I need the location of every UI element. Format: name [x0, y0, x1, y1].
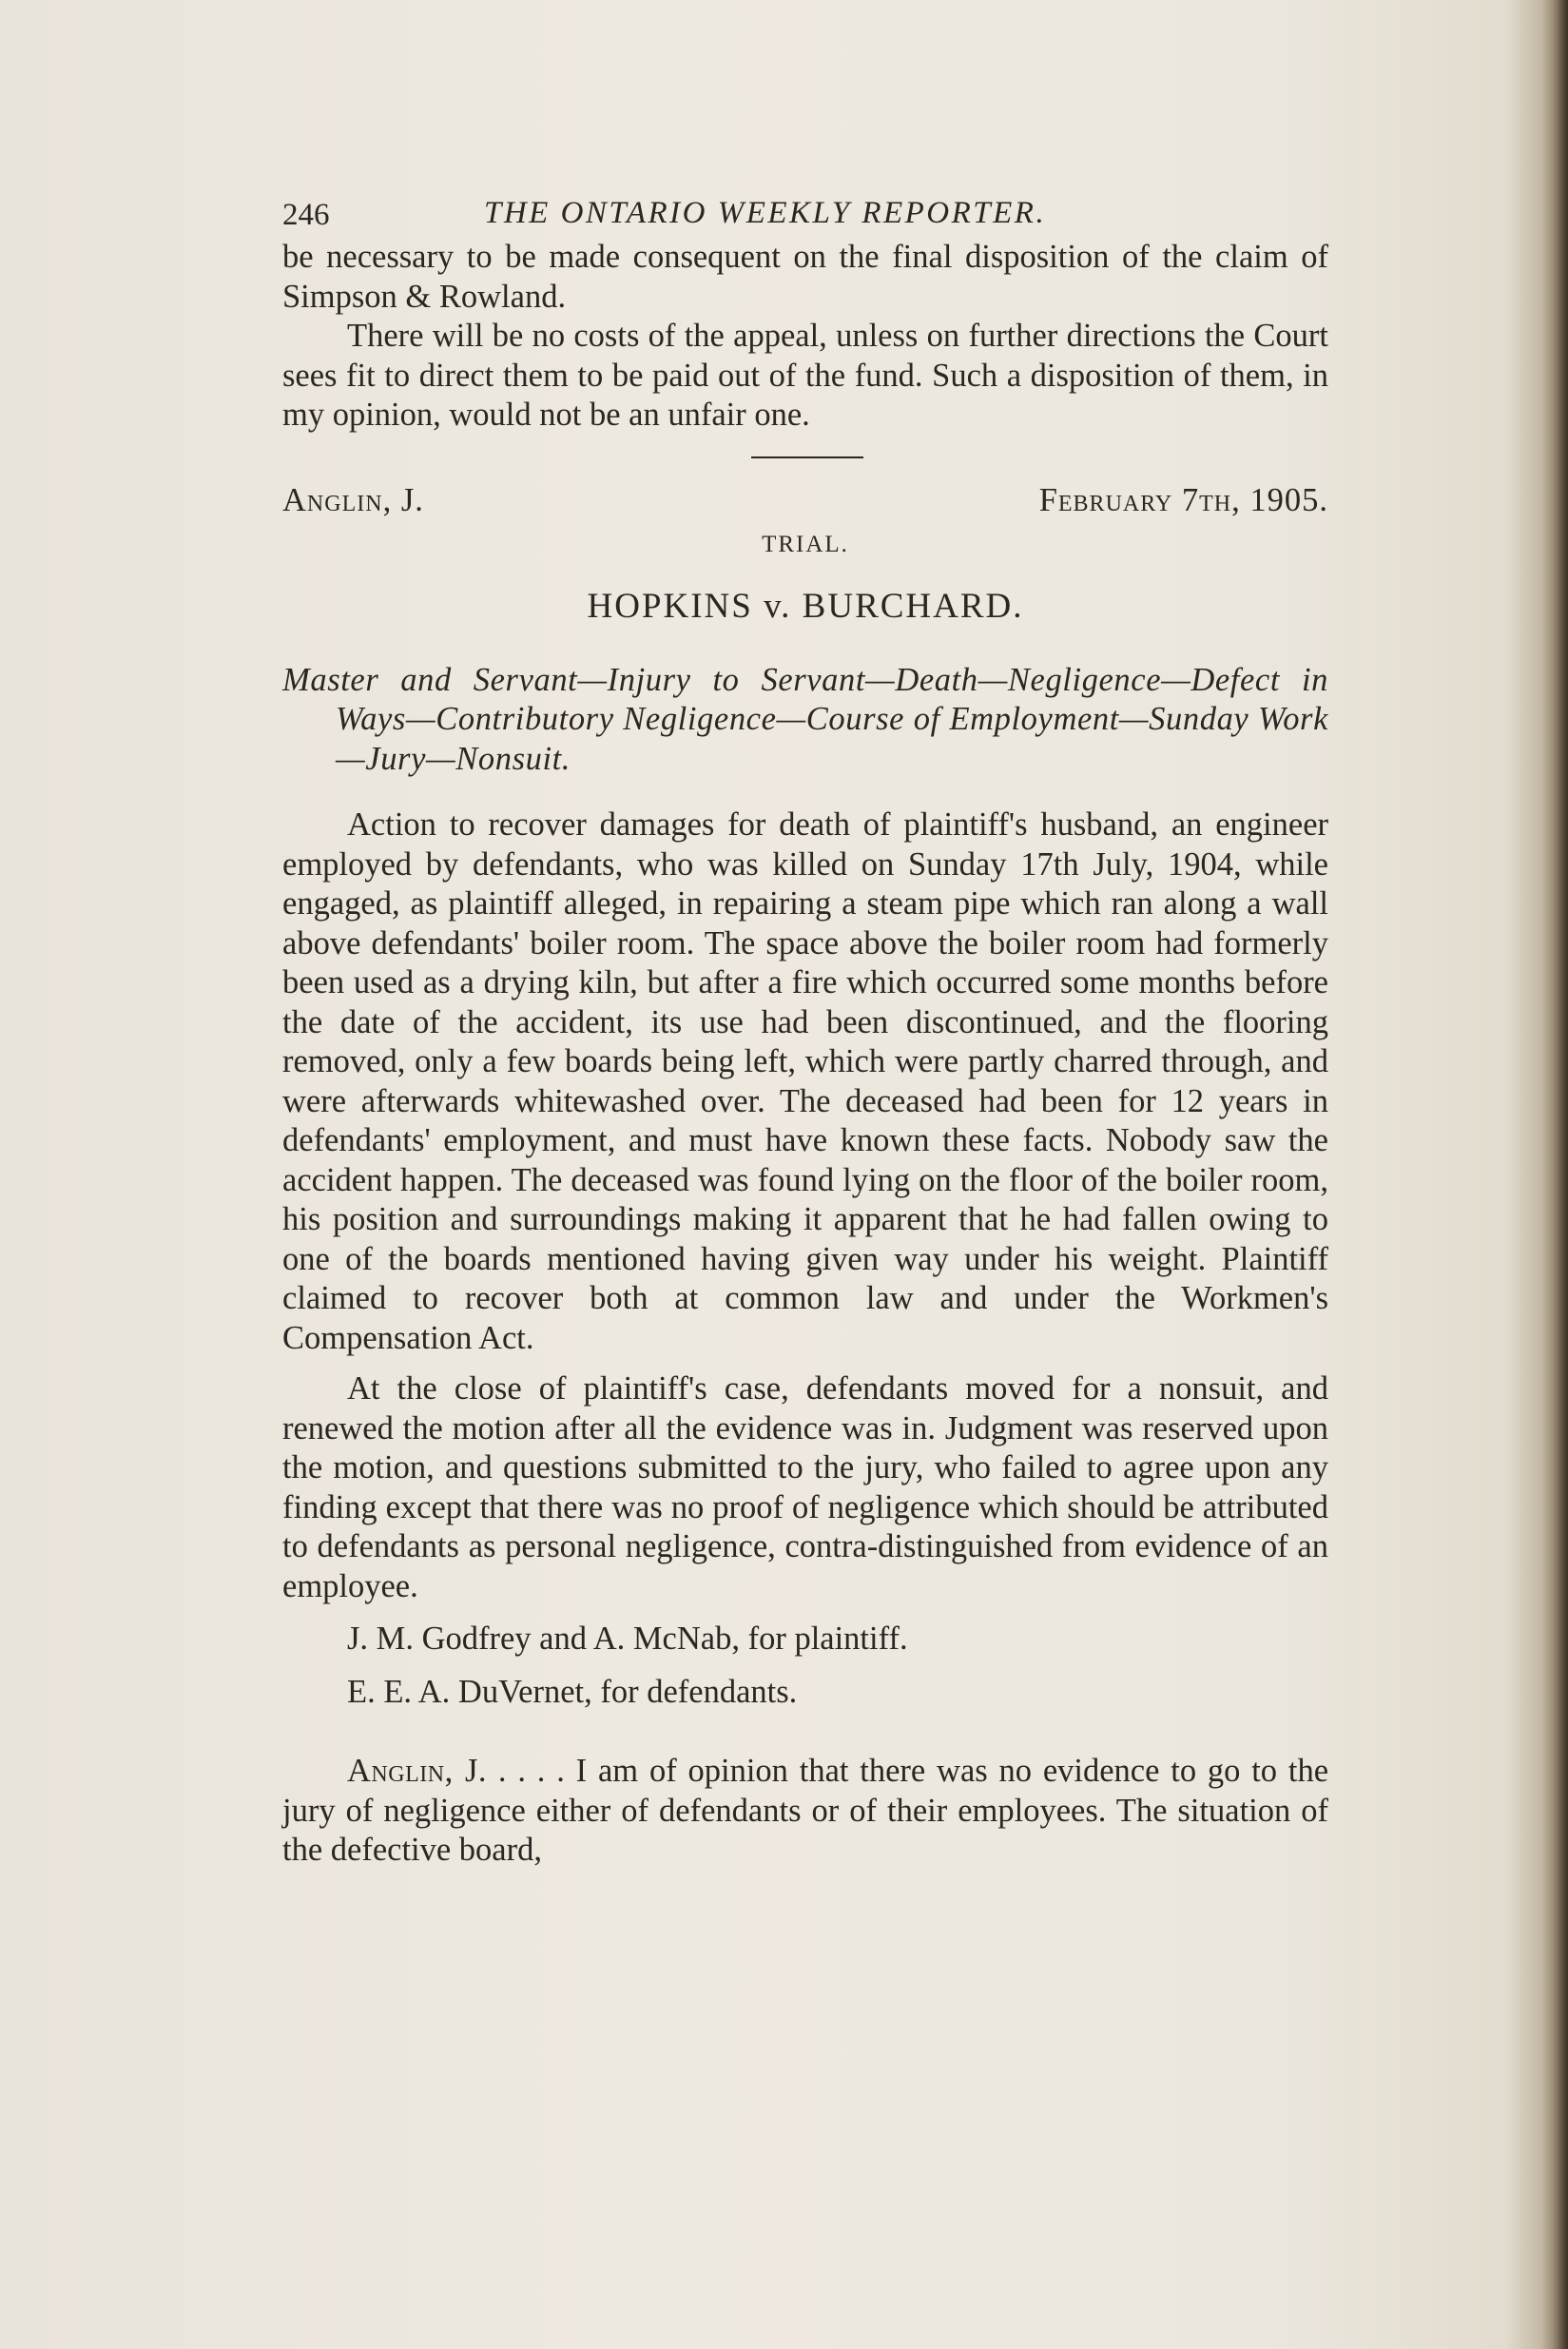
counsel-plaintiff: J. M. Godfrey and A. McNab, for plaintiff.: [347, 1621, 908, 1657]
facts-paragraph: Action to recover damages for death of plaintiff's husband, an engineer employed by defendants, who was killed on Sunday 17th July, 1904, while engaged, as plaintiff alleged, in repairing a steam pipe which ran along a wall above defendants' boiler room. The space above the boiler room had formerly been used as a drying kiln, but after a fire which occurred some months before the date of the accident, its use had been discontinued, and the flooring removed, only a few boards being left, which were partly charred through, and were afterwards whitewashed over. The deceased had been for 12 years in defendants' employment, and must have known these facts. Nobody saw the accident happen. The deceased was found lying on the floor of the boiler room, his position and surroundings making it apparent that he had fallen owing to one of the boards mentioned having given way under his weight. Plaintiff claimed to recover both at common law and under the Workmen's Compensation Act.: [282, 806, 1328, 1356]
page-number: 246: [282, 198, 330, 232]
trial-label: TRIAL.: [762, 531, 849, 557]
opinion-judge: Anglin, J.: [347, 1753, 488, 1789]
intro-paragraph-1: be necessary to be made consequent on the final disposition of the claim of Simpson & Rowland.: [282, 239, 1328, 315]
document-body: [282, 181, 1328, 1871]
opinion-ellipsis: . . . .: [497, 1753, 565, 1789]
headnote: Master and Servant—Injury to Servant—Death—Negligence—Defect in Ways—Contributory Negligence—Course of Employment—Sunday Work—Jury—Nonsuit.: [282, 661, 1328, 777]
opinion-text: I am of opinion that there was no evidence to go to the jury of negligence either of defendants or of their employees. The situation of the defective board,: [282, 1753, 1329, 1868]
case-title: HOPKINS v. BURCHARD.: [587, 587, 1024, 626]
case-date: February 7th, 1905.: [1038, 481, 1328, 518]
section-divider: [751, 456, 863, 458]
running-title: THE ONTARIO WEEKLY REPORTER.: [484, 196, 1047, 230]
counsel-defendants: E. E. A. DuVernet, for defendants.: [347, 1673, 798, 1710]
case-judge: Anglin, J.: [282, 481, 424, 518]
page-header: [282, 181, 1328, 238]
intro-paragraph-2: There will be no costs of the appeal, unless on further directions the Court sees fit to direct them to be paid out of the fund. Such a disposition of them, in my opinion, would not be an unfair one.: [282, 318, 1328, 433]
procedure-paragraph: At the close of plaintiff's case, defendants moved for a nonsuit, and renewed the motion after all the evidence was in. Judgment was reserved upon the motion, and questions submitted to the jury, who failed to agree upon any finding except that there was no proof of negligence which should be attributed to defendants as personal negligence, contra-distinguished from evidence of an employee.: [282, 1370, 1328, 1604]
opinion-paragraph: [282, 1752, 1328, 1871]
case-dateline: [282, 474, 1328, 531]
